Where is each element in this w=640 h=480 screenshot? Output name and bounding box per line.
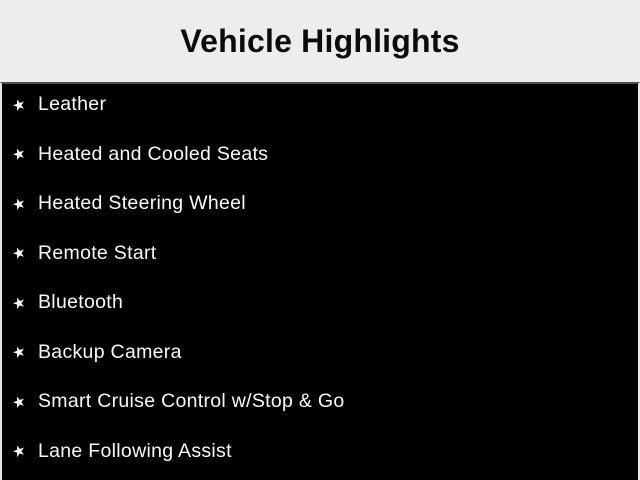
star-bullet-icon: ★	[10, 441, 29, 462]
highlight-label: Lane Following Assist	[38, 439, 232, 462]
highlights-list	[2, 82, 638, 476]
star-bullet-icon: ★	[10, 194, 29, 215]
highlight-label: Bluetooth	[38, 291, 124, 314]
highlight-item	[2, 377, 638, 427]
highlight-item	[2, 82, 638, 130]
star-bullet-icon: ★	[10, 342, 29, 363]
highlight-item	[2, 179, 638, 229]
highlight-label: Leather	[38, 93, 107, 116]
highlight-item	[2, 427, 638, 477]
star-bullet-icon: ★	[10, 392, 29, 413]
highlight-item	[2, 130, 638, 180]
page-title: Vehicle Highlights	[180, 22, 460, 59]
highlight-label: Heated and Cooled Seats	[38, 142, 269, 165]
star-bullet-icon: ★	[10, 293, 29, 314]
page-header	[0, 0, 640, 82]
highlight-item	[2, 328, 638, 378]
highlight-item	[2, 229, 638, 279]
star-bullet-icon: ★	[10, 243, 29, 264]
highlight-item	[2, 278, 638, 328]
star-bullet-icon: ★	[10, 95, 29, 116]
highlight-label: Smart Cruise Control w/Stop & Go	[38, 390, 345, 413]
highlight-label: Remote Start	[38, 241, 157, 264]
highlights-panel	[0, 82, 640, 480]
highlight-label: Heated Steering Wheel	[38, 192, 246, 215]
star-bullet-icon: ★	[10, 144, 29, 165]
highlight-label: Backup Camera	[38, 340, 182, 363]
